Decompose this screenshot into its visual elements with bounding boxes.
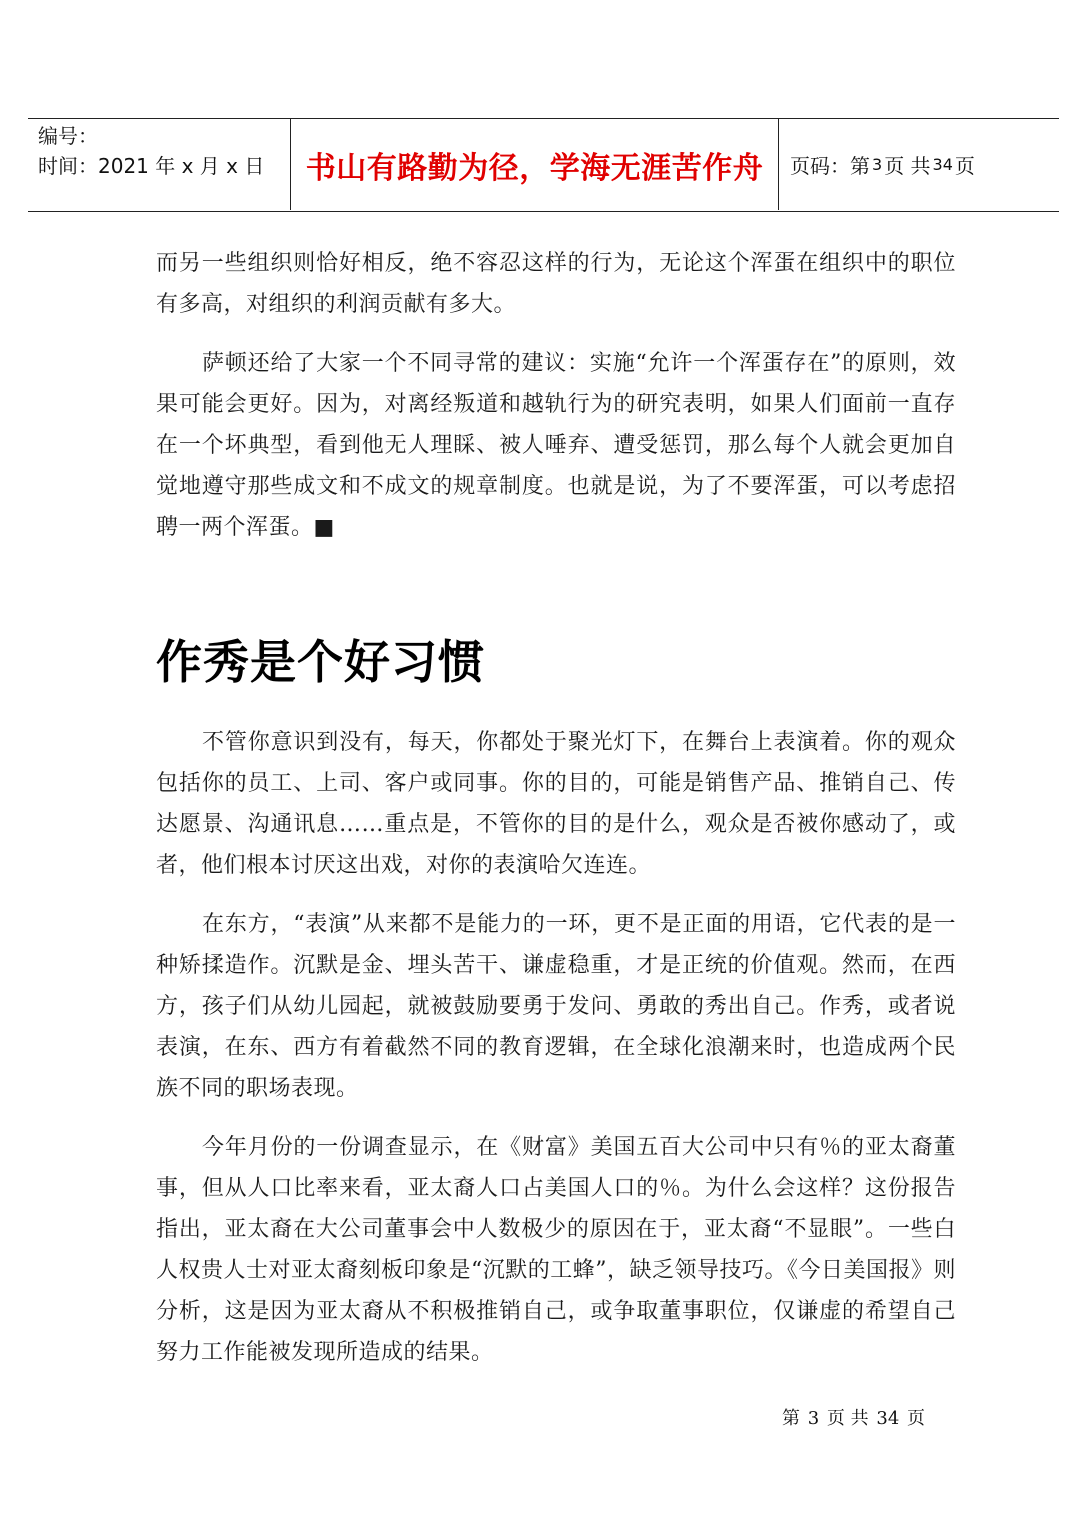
footer-page-total: 34 (876, 1408, 900, 1429)
page-footer (782, 1404, 927, 1430)
header-page-cell (790, 119, 1059, 210)
paragraph-sutton-advice: 萨顿还给了大家一个不同寻常的建议：实施“允许一个浑蛋存在”的原则，效果可能会更好。因为，对离经叛道和越轨行为的研究表明，如果人们面前一直存在一个坏典型，看到他无人理睬、被人唾弃、遭受惩罚，那么每个人就会更加自觉地遵守那些成文和不成文的规章制度。也就是说，为了不要浑蛋，可以考虑招聘一两个浑蛋。■ (156, 351, 956, 540)
serial-label: 编号： (38, 124, 98, 148)
paragraph-spotlight: 不管你意识到没有，每天，你都处于聚光灯下，在舞台上表演着。你的观众包括你的员工、上司、客户或同事。你的目的，可能是销售产品、推销自己、传达愿景、沟通讯息……重点是，不管你的目的是什么，观众是否被你感动了，或者，他们根本讨厌这出戏，对你的表演哈欠连连。 (156, 730, 956, 878)
page-suffix: 页 (954, 154, 975, 178)
document-header (28, 118, 1059, 212)
footer-prefix: 第 (782, 1408, 800, 1429)
header-motto-cell (290, 119, 779, 210)
paragraph-continued: 而另一些组织则恰好相反，绝不容忍这样的行为，无论这个浑蛋在组织中的职位有多高，对组织的利润贡献有多大。 (156, 251, 956, 317)
page-prefix: 页码：第 (790, 154, 870, 178)
header-motto: 书山有路勤为径，学海无涯苦作舟 (305, 150, 764, 186)
footer-mid: 页 共 (826, 1408, 869, 1429)
page-number: 3 (872, 155, 883, 174)
footer-suffix: 页 (907, 1408, 926, 1429)
paragraph-survey: 今年月份的一份调查显示，在《财富》美国五百大公司中只有％的亚太裔董事，但从人口比率来看，亚太裔人口占美国人口的％。为什么会这样？这份报告指出，亚太裔在大公司董事会中人数极少的原因在于，亚太裔“不显眼”。一些白人权贵人士对亚太裔刻板印象是“沉默的工蜂”，缺乏领导技巧。《今日美国报》则分析，这是因为亚太裔从不积极推销自己，或争取董事职位，仅谦虚的希望自己努力工作能被发现所造成的结果。 (156, 1135, 956, 1365)
section-title: 作秀是个好习惯 (156, 635, 485, 689)
page-mid: 页 共 (884, 154, 931, 178)
paragraph-east-west: 在东方，“表演”从来都不是能力的一环，更不是正面的用语，它代表的是一种矫揉造作。沉默是金、埋头苦干、谦虚稳重，才是正统的价值观。然而，在西方，孩子们从幼儿园起，就被鼓励要勇于发问、勇敢的秀出自己。作秀，或者说表演，在东、西方有着截然不同的教育逻辑，在全球化浪潮来时，也造成两个民族不同的职场表现。 (156, 912, 956, 1101)
header-left-cell (38, 121, 293, 209)
page-total: 34 (932, 155, 953, 174)
date-line: 时间：2021 年 x 月 x 日 (38, 154, 265, 178)
document-body (156, 243, 956, 1391)
footer-page-number: 3 (807, 1408, 820, 1429)
